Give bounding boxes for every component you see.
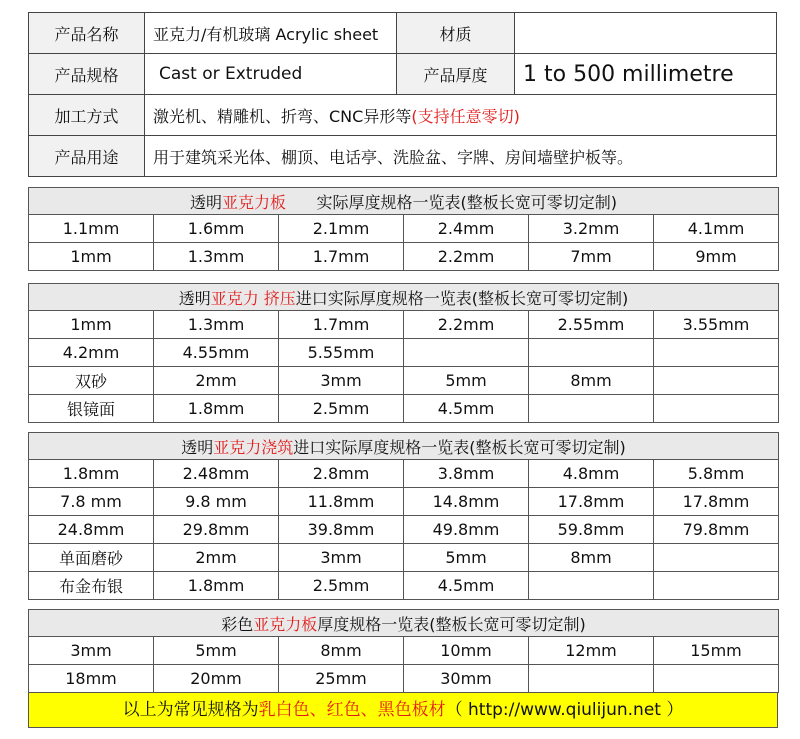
table-title [29, 610, 779, 637]
table-cell: 10mm [404, 637, 529, 665]
table-row [29, 215, 779, 243]
table-cell: 12mm [529, 637, 654, 665]
table-cell: 5.55mm [279, 339, 404, 367]
table-title-post: 进口实际厚度规格一览表(整板长宽可零切定制) [295, 288, 629, 308]
thickness-table [28, 609, 779, 693]
table-cell: 双砂 [29, 367, 154, 395]
table-row [29, 572, 779, 600]
table-cell: 银镜面 [29, 395, 154, 423]
table-cell: 5mm [404, 367, 529, 395]
table-cell: 1.8mm [29, 460, 154, 488]
footer-pre: 以上为常见规格为 [122, 700, 259, 720]
table-title-row [29, 188, 779, 215]
table-title-red: 亚克力板 [221, 192, 286, 212]
table-title-pre: 透明 [181, 437, 214, 457]
table-cell: 1.7mm [279, 243, 404, 271]
process-value: 激光机、精雕机、折弯、CNC异形等 [153, 106, 412, 126]
table-cell [654, 665, 779, 693]
table-cell: 4.5mm [404, 572, 529, 600]
table-cell: 39.8mm [279, 516, 404, 544]
table-title-row [29, 284, 779, 311]
process-label: 加工方式 [29, 95, 145, 136]
table-cell: 2.48mm [154, 460, 279, 488]
table-cell: 2.5mm [279, 395, 404, 423]
table-cell [404, 339, 529, 367]
table-title-post: 实际厚度规格一览表(整板长宽可零切定制) [286, 192, 618, 212]
table-cell [654, 544, 779, 572]
table-row [29, 516, 779, 544]
table-cell: 59.8mm [529, 516, 654, 544]
table-cell: 1.1mm [29, 215, 154, 243]
table-cell: 49.8mm [404, 516, 529, 544]
table-title-row [29, 433, 779, 460]
table-cell: 2mm [154, 367, 279, 395]
table-cell: 8mm [529, 544, 654, 572]
table-cell: 3mm [279, 367, 404, 395]
table-cell: 24.8mm [29, 516, 154, 544]
table-cell: 2.5mm [279, 572, 404, 600]
table-cell: 15mm [654, 637, 779, 665]
table-cell [654, 367, 779, 395]
table-cell: 1.7mm [279, 311, 404, 339]
table-cell: 4.8mm [529, 460, 654, 488]
thickness-value: 1 to 500 millimetre [515, 54, 777, 95]
product-spec-value: Cast or Extruded [145, 54, 397, 95]
table-row [29, 544, 779, 572]
table-title-row [29, 610, 779, 637]
table-cell: 2.2mm [404, 311, 529, 339]
table-row [29, 95, 777, 136]
usage-label: 产品用途 [29, 136, 145, 177]
table-row [29, 488, 779, 516]
table-cell: 5.8mm [654, 460, 779, 488]
product-name-label: 产品名称 [29, 13, 145, 54]
table-cell: 5mm [154, 637, 279, 665]
table-title-pre: 彩色 [221, 614, 254, 634]
table-cell: 3.2mm [529, 215, 654, 243]
table-cell: 单面磨砂 [29, 544, 154, 572]
table-cell: 1.6mm [154, 215, 279, 243]
table-cell: 2.8mm [279, 460, 404, 488]
product-name-value: 亚克力/有机玻璃 Acrylic sheet [145, 13, 397, 54]
table-cell: 8mm [529, 367, 654, 395]
table-row [29, 311, 779, 339]
footer-banner [28, 692, 778, 728]
table-cell: 17.8mm [654, 488, 779, 516]
table-cell: 9mm [654, 243, 779, 271]
table-cell: 30mm [404, 665, 529, 693]
table-cell: 2.1mm [279, 215, 404, 243]
table-cell: 4.1mm [654, 215, 779, 243]
table-cell: 17.8mm [529, 488, 654, 516]
table-cell: 20mm [154, 665, 279, 693]
table-row [29, 367, 779, 395]
table-title [29, 284, 779, 311]
thickness-table [28, 432, 779, 600]
table-row [29, 13, 777, 54]
thickness-table [28, 187, 779, 271]
footer-url: （ http://www.qiulijun.net ） [445, 700, 684, 720]
table-cell: 1mm [29, 311, 154, 339]
table-cell: 4.5mm [404, 395, 529, 423]
table-row [29, 637, 779, 665]
product-spec-label: 产品规格 [29, 54, 145, 95]
table-cell: 8mm [279, 637, 404, 665]
table-title-post: 进口实际厚度规格一览表(整板长宽可零切定制) [293, 437, 626, 457]
table-cell: 1.8mm [154, 572, 279, 600]
table-row [29, 395, 779, 423]
table-cell: 2.55mm [529, 311, 654, 339]
table-row [29, 243, 779, 271]
thickness-label: 产品厚度 [397, 54, 515, 95]
table-cell: 9.8 mm [154, 488, 279, 516]
table-cell: 29.8mm [154, 516, 279, 544]
table-cell [529, 572, 654, 600]
table-cell [654, 395, 779, 423]
product-info-table [28, 12, 777, 177]
table-cell: 3.8mm [404, 460, 529, 488]
table-cell: 5mm [404, 544, 529, 572]
table-title [29, 188, 779, 215]
table-cell: 4.55mm [154, 339, 279, 367]
table-cell: 18mm [29, 665, 154, 693]
table-cell [529, 339, 654, 367]
table-cell: 25mm [279, 665, 404, 693]
table-row [29, 54, 777, 95]
table-cell [654, 572, 779, 600]
table-row [29, 665, 779, 693]
table-cell: 4.2mm [29, 339, 154, 367]
table-row [29, 460, 779, 488]
table-title-red: 亚克力板 [253, 614, 318, 634]
table-cell: 7mm [529, 243, 654, 271]
thickness-table [28, 283, 779, 423]
table-cell: 1.8mm [154, 395, 279, 423]
table-cell: 79.8mm [654, 516, 779, 544]
table-title [29, 433, 779, 460]
table-cell: 1mm [29, 243, 154, 271]
table-row [29, 339, 779, 367]
table-cell: 14.8mm [404, 488, 529, 516]
table-cell [529, 395, 654, 423]
table-cell: 7.8 mm [29, 488, 154, 516]
table-title-post: 厚度规格一览表(整板长宽可零切定制) [317, 614, 586, 634]
table-title-red: 亚克力浇筑 [213, 437, 294, 457]
material-value [515, 13, 777, 54]
footer-colors: 乳白色、红色、黑色板材 [258, 700, 446, 720]
table-cell: 3.55mm [654, 311, 779, 339]
table-row [29, 136, 777, 177]
table-cell [654, 339, 779, 367]
material-label: 材质 [397, 13, 515, 54]
table-cell: 布金布银 [29, 572, 154, 600]
table-cell: 2.2mm [404, 243, 529, 271]
table-cell: 11.8mm [279, 488, 404, 516]
table-title-red: 亚克力 挤压 [210, 288, 296, 308]
table-cell: 2mm [154, 544, 279, 572]
table-cell: 1.3mm [154, 243, 279, 271]
table-title-pre: 透明 [189, 192, 222, 212]
table-title-pre: 透明 [178, 288, 211, 308]
process-cell [145, 95, 777, 136]
process-note: (支持任意零切) [411, 106, 520, 126]
table-cell: 2.4mm [404, 215, 529, 243]
usage-value: 用于建筑采光体、棚顶、电话亭、洗脸盆、字牌、房间墙壁护板等。 [145, 136, 777, 177]
table-cell: 1.3mm [154, 311, 279, 339]
table-cell [529, 665, 654, 693]
table-cell: 3mm [279, 544, 404, 572]
table-cell: 3mm [29, 637, 154, 665]
